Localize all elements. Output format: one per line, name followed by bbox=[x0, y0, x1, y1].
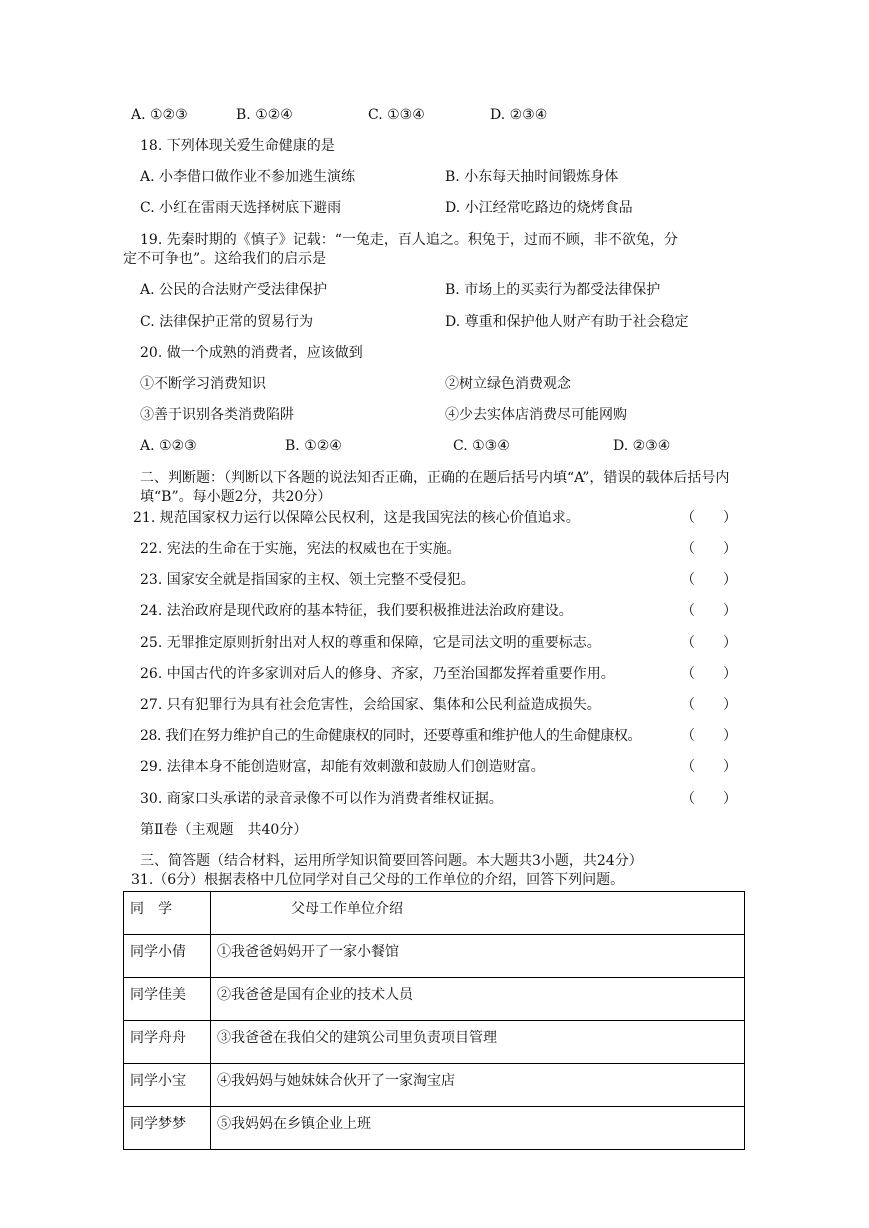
q19-option-c: C. 法律保护正常的贸易行为 bbox=[140, 314, 314, 330]
section2-heading: 二、判断题：（判断以下各题的说法知否正确，正确的在题后括号内填“A”，错误的载体后括号内填“B”。每小题2分，共20分） bbox=[140, 470, 730, 505]
q20-option-a: A. ①②③ bbox=[140, 438, 197, 454]
q19-stem-line1: 19. 先秦时期的《慎子》记载：“一兔走，百人追之。积兔于，过而不顾，非不欲兔，分 bbox=[140, 232, 678, 248]
q20-option-c: C. ①③④ bbox=[453, 438, 510, 454]
q31-stem: 31.（6分）根据表格中几位同学对自己父母的工作单位的介绍，回答下列问题。 bbox=[131, 872, 625, 888]
tf-item-30: 30. 商家口头承诺的录音录像不可以作为消费者维权证据。 bbox=[140, 791, 503, 807]
q20-item-4: ④少去实体店消费尽可能网购 bbox=[445, 407, 627, 423]
tf-item-24: 24. 法治政府是现代政府的基本特征，我们要积极推进法治政府建设。 bbox=[140, 603, 573, 619]
answer-paren-28: （ ） bbox=[681, 728, 737, 744]
q17-option-b: B. ①②④ bbox=[236, 107, 293, 123]
q19-option-b: B. 市场上的买卖行为都受法律保护 bbox=[445, 282, 661, 298]
q18-stem: 18. 下列体现关爱生命健康的是 bbox=[140, 138, 335, 154]
table-header-intro: 父母工作单位介绍 bbox=[211, 892, 745, 935]
q17-option-a: A. ①②③ bbox=[131, 107, 188, 123]
q20-item-1: ①不断学习消费知识 bbox=[140, 376, 266, 392]
q18-option-d: D. 小江经常吃路边的烧烤食品 bbox=[445, 200, 633, 216]
q19-option-a: A. 公民的合法财产受法律保护 bbox=[140, 282, 328, 298]
q17-option-d: D. ②③④ bbox=[490, 107, 548, 123]
table-header-student: 同 学 bbox=[124, 892, 211, 935]
tf-item-28: 28. 我们在努力维护自己的生命健康权的同时，还要尊重和维护他人的生命健康权。 bbox=[140, 728, 642, 744]
table-cell-student: 同学小倩 bbox=[124, 935, 211, 978]
answer-paren-30: （ ） bbox=[681, 791, 737, 807]
q20-item-3: ③善于识别各类消费陷阱 bbox=[140, 407, 294, 423]
table-cell-intro: ③我爸爸在我伯父的建筑公司里负责项目管理 bbox=[211, 1021, 745, 1064]
table-cell-intro: ⑤我妈妈在乡镇企业上班 bbox=[211, 1107, 745, 1150]
table-cell-intro: ②我爸爸是国有企业的技术人员 bbox=[211, 978, 745, 1021]
answer-paren-23: （ ） bbox=[681, 572, 737, 588]
tf-item-21: 21. 规范国家权力运行以保障公民权利，这是我国宪法的核心价值追求。 bbox=[133, 510, 580, 526]
table-cell-intro: ④我妈妈与她妹妹合伙开了一家淘宝店 bbox=[211, 1064, 745, 1107]
answer-paren-27: （ ） bbox=[681, 697, 737, 713]
q20-stem: 20. 做一个成熟的消费者，应该做到 bbox=[140, 345, 363, 361]
q19-option-d: D. 尊重和保护他人财产有助于社会稳定 bbox=[445, 314, 689, 330]
tf-item-25: 25. 无罪推定原则折射出对人权的尊重和保障，它是司法文明的重要标志。 bbox=[140, 635, 601, 651]
q18-option-a: A. 小李借口做作业不参加逃生演练 bbox=[140, 169, 356, 185]
table-row bbox=[124, 1107, 745, 1150]
tf-item-22: 22. 宪法的生命在于实施，宪法的权威也在于实施。 bbox=[140, 541, 461, 557]
table-cell-student: 同学梦梦 bbox=[124, 1107, 211, 1150]
tf-item-29: 29. 法律本身不能创造财富，却能有效刺激和鼓励人们创造财富。 bbox=[140, 759, 545, 775]
table-cell-intro: ①我爸爸妈妈开了一家小餐馆 bbox=[211, 935, 745, 978]
part2-title: 第Ⅱ卷（主观题 共40分） bbox=[140, 822, 308, 838]
answer-paren-22: （ ） bbox=[681, 541, 737, 557]
answer-paren-21: （ ） bbox=[681, 510, 737, 526]
table-row bbox=[124, 978, 745, 1021]
answer-paren-29: （ ） bbox=[681, 759, 737, 775]
tf-item-23: 23. 国家安全就是指国家的主权、领土完整不受侵犯。 bbox=[140, 572, 475, 588]
table-row bbox=[124, 935, 745, 978]
table-header-row bbox=[124, 892, 745, 935]
table-row bbox=[124, 1064, 745, 1107]
parents-work-table bbox=[123, 891, 745, 1150]
q18-option-b: B. 小东每天抽时间锻炼身体 bbox=[445, 169, 619, 185]
q20-item-2: ②树立绿色消费观念 bbox=[445, 376, 571, 392]
table-cell-student: 同学小宝 bbox=[124, 1064, 211, 1107]
tf-item-27: 27. 只有犯罪行为具有社会危害性，会给国家、集体和公民利益造成损失。 bbox=[140, 697, 601, 713]
q19-stem-line2: 定不可争也”。这给我们的启示是 bbox=[123, 251, 327, 267]
answer-paren-26: （ ） bbox=[681, 666, 737, 682]
q18-option-c: C. 小红在雷雨天选择树底下避雨 bbox=[140, 200, 342, 216]
q20-option-d: D. ②③④ bbox=[613, 438, 671, 454]
answer-paren-24: （ ） bbox=[681, 603, 737, 619]
table-cell-student: 同学舟舟 bbox=[124, 1021, 211, 1064]
answer-paren-25: （ ） bbox=[681, 635, 737, 651]
q20-option-b: B. ①②④ bbox=[285, 438, 342, 454]
section3-heading: 三、简答题（结合材料，运用所学知识简要回答问题。本大题共3小题，共24分） bbox=[140, 853, 643, 869]
table-cell-student: 同学佳美 bbox=[124, 978, 211, 1021]
q17-options-row bbox=[0, 106, 869, 124]
table-row bbox=[124, 1021, 745, 1064]
q17-option-c: C. ①③④ bbox=[368, 107, 425, 123]
tf-item-26: 26. 中国古代的许多家训对后人的修身、齐家，乃至治国都发挥着重要作用。 bbox=[140, 666, 615, 682]
